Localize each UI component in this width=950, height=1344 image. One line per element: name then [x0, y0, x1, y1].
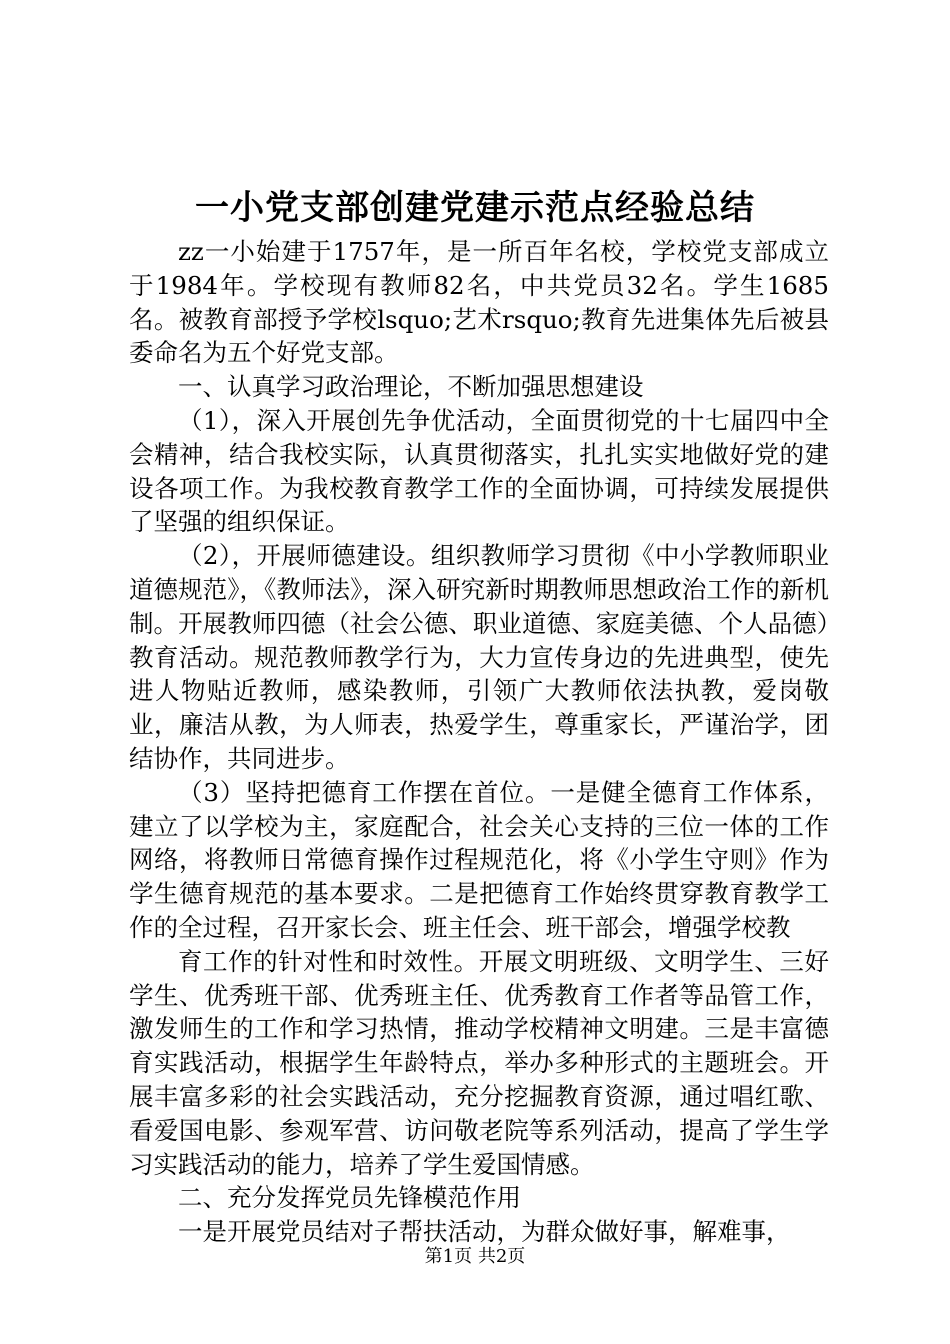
paragraph-section-2: 一是开展党员结对子帮扶活动，为群众做好事，解难事， [178, 1217, 791, 1247]
document-body [129, 235, 829, 1249]
section-heading-2: 二、充分发挥党员先锋模范作用 [178, 1183, 521, 1213]
paragraph-continuation: 育工作的针对性和时效性。开展文明班级、文明学生、三好学生、优秀班干部、优秀班主任、优秀教育工作者等品管工作，激发师生的工作和学习热情，推动学校精神文明建。三是丰富德育实践活动，根据学生年龄特点，举办多种形式的主题班会。开展丰富多彩的社会实践活动，充分挖掘教育资源，通过唱红歌、看爱国电影、参观军营、访问敬老院等系列活动，提高了学生学习实践活动的能力，培养了学生爱国情感。 [129, 946, 829, 1179]
paragraph-item-2: （2），开展师德建设。组织教师学习贯彻《中小学教师职业道德规范》，《教师法》，深入研究新时期教师思想政治工作的新机制。开展教师四德（社会公德、职业道德、家庭美德、个人品德）教育活动。规范教师教学行为，大力宣传身边的先进典型，使先进人物贴近教师，感染教师，引领广大教师依法执教，爱岗敬业，廉洁从教，为人师表，热爱学生，尊重家长，严谨治学，团结协作，共同进步。 [129, 541, 829, 773]
paragraph-item-1: （1），深入开展创先争优活动，全面贯彻党的十七届四中全会精神，结合我校实际，认真贯彻落实，扎扎实实地做好党的建设各项工作。为我校教育教学工作的全面协调，可持续发展提供了坚强的组织保证。 [129, 405, 829, 537]
page-indicator: 第1页 共2页 [424, 1246, 526, 1267]
paragraph-item-3: （3）坚持把德育工作摆在首位。一是健全德育工作体系，建立了以学校为主，家庭配合，社会关心支持的三位一体的工作网络，将教师日常德育操作过程规范化，将《小学生守则》作为学生德育规范的基本要求。二是把德育工作始终贯穿教育教学工作的全过程，召开家长会、班主任会、班干部会，增强学校教 [129, 777, 829, 942]
document-title: 一小党支部创建党建示范点经验总结 [195, 188, 755, 228]
section-heading-1: 一、认真学习政治理论，不断加强思想建设 [178, 372, 644, 402]
intro-paragraph: zz一小始建于1757年，是一所百年名校，学校党支部成立于1984年。学校现有教师82名，中共党员32名。学生1685名。被教育部授予学校lsquo;艺术rsquo;教育先进集体先后被县委命名为五个好党支部。 [129, 237, 829, 368]
